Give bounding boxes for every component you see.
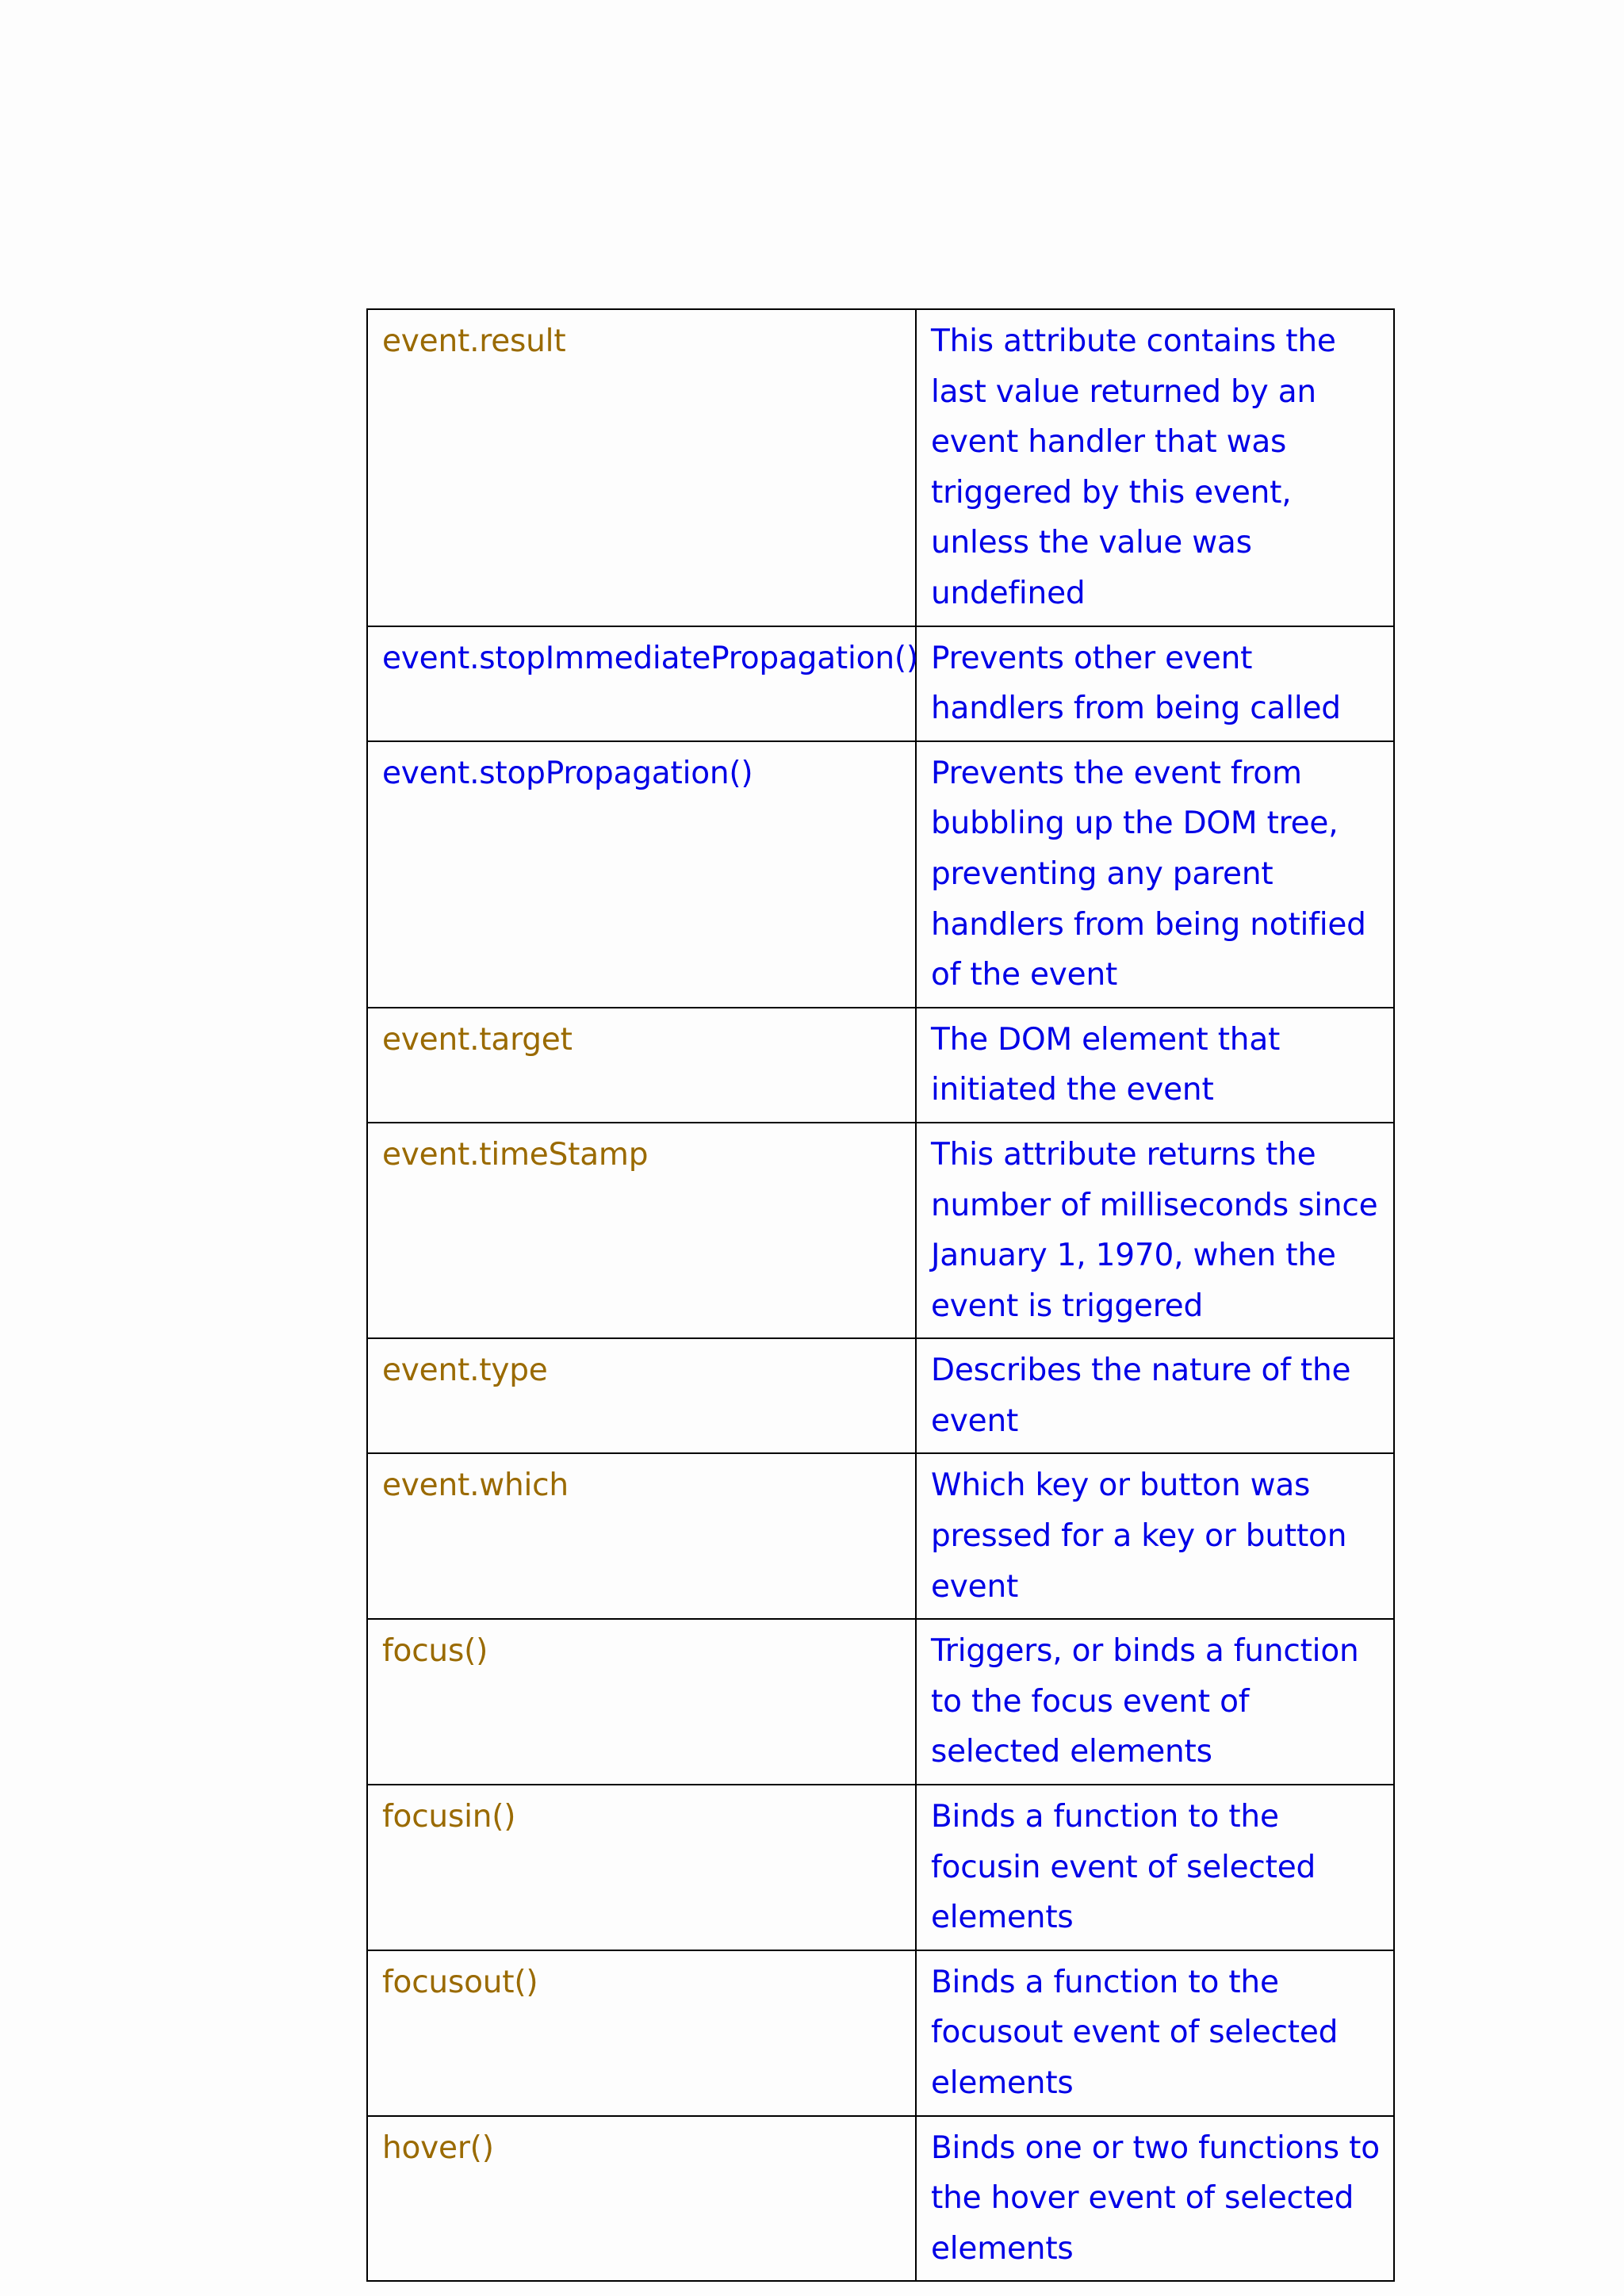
method-name-cell: focusout() xyxy=(367,1950,916,2116)
method-name-cell: hover() xyxy=(367,2116,916,2282)
table-row xyxy=(367,626,1394,741)
table-row xyxy=(367,1338,1394,1453)
method-description-cell: Triggers, or binds a function to the focus event of selected elements xyxy=(916,1619,1394,1785)
method-description-cell: This attribute contains the last value returned by an event handler that was triggered by this event, unless the value was undefined xyxy=(916,309,1394,626)
method-name-cell: event.stopImmediatePropagation() xyxy=(367,626,916,741)
method-description-cell: Binds a function to the focusin event of selected elements xyxy=(916,1785,1394,1950)
method-name-cell: focusin() xyxy=(367,1785,916,1950)
method-description-cell: The DOM element that initiated the event xyxy=(916,1008,1394,1123)
method-description-cell: Binds a function to the focusout event of selected elements xyxy=(916,1950,1394,2116)
method-description-cell: This attribute returns the number of milliseconds since January 1, 1970, when the event is triggered xyxy=(916,1123,1394,1338)
table-row xyxy=(367,1950,1394,2116)
method-description-cell: Binds one or two functions to the hover event of selected elements xyxy=(916,2116,1394,2282)
table-row xyxy=(367,1123,1394,1338)
table-row xyxy=(367,309,1394,626)
method-description-cell: Prevents other event handlers from being called xyxy=(916,626,1394,741)
table-row xyxy=(367,1619,1394,1785)
table-row xyxy=(367,2116,1394,2282)
method-name-cell: focus() xyxy=(367,1619,916,1785)
method-name-cell: event.stopPropagation() xyxy=(367,741,916,1008)
table-row xyxy=(367,1008,1394,1123)
method-name-cell: event.type xyxy=(367,1338,916,1453)
method-name-cell: event.target xyxy=(367,1008,916,1123)
method-name-cell: event.which xyxy=(367,1453,916,1619)
table-row xyxy=(367,741,1394,1008)
method-description-cell: Which key or button was pressed for a key or button event xyxy=(916,1453,1394,1619)
method-description-cell: Describes the nature of the event xyxy=(916,1338,1394,1453)
method-name-cell: event.timeStamp xyxy=(367,1123,916,1338)
method-description-cell: Prevents the event from bubbling up the DOM tree, preventing any parent handlers from being notified of the event xyxy=(916,741,1394,1008)
table-row xyxy=(367,1453,1394,1619)
table-row xyxy=(367,1785,1394,1950)
method-reference-table xyxy=(366,308,1395,2282)
method-name-cell: event.result xyxy=(367,309,916,626)
